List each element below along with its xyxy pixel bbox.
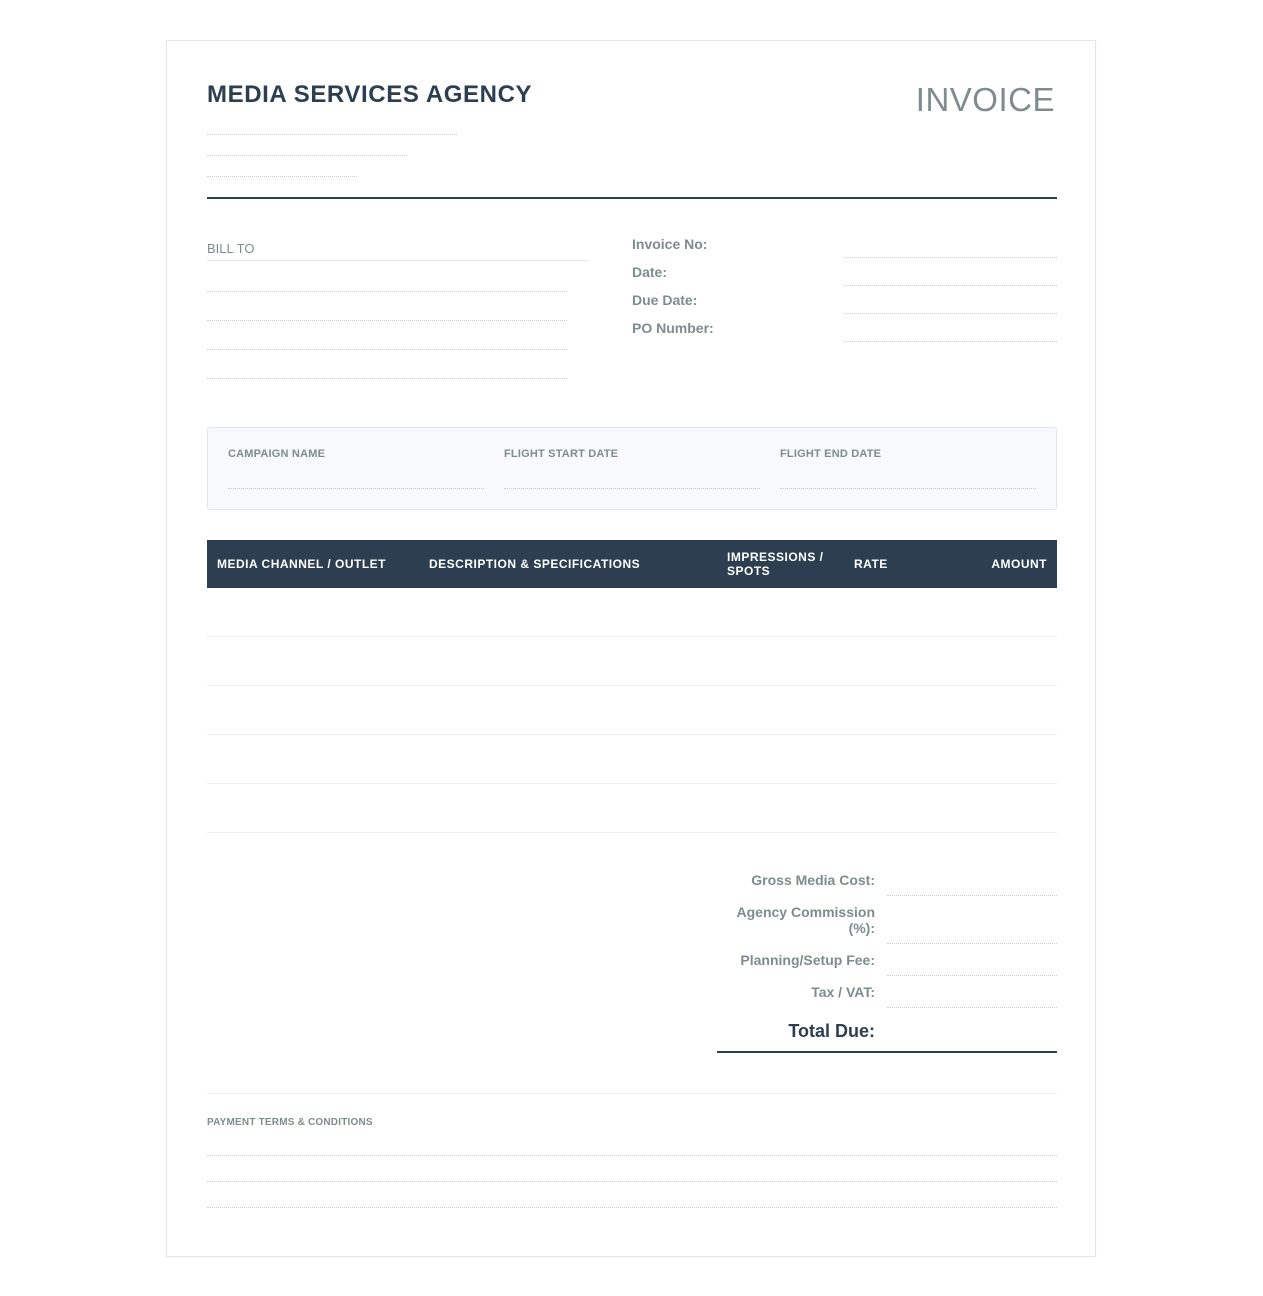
po-number-field[interactable] <box>844 341 1057 342</box>
flight-end-label: FLIGHT END DATE <box>780 448 882 460</box>
bill-to-line-3[interactable] <box>207 349 567 350</box>
invoice-no-field[interactable] <box>844 257 1057 258</box>
column-header-description: DESCRIPTION & SPECIFICATIONS <box>429 557 641 571</box>
table-row[interactable] <box>207 734 1057 735</box>
column-header-rate: RATE <box>854 557 888 571</box>
column-header-impressions: IMPRESSIONS / SPOTS <box>727 550 824 578</box>
agency-address-line-2[interactable] <box>207 155 407 156</box>
planning-fee-field[interactable] <box>887 975 1057 976</box>
bill-to-line-4[interactable] <box>207 378 567 379</box>
flight-end-field[interactable] <box>780 488 1036 489</box>
table-row[interactable] <box>207 783 1057 784</box>
document-title: INVOICE <box>915 81 1055 118</box>
date-field[interactable] <box>844 285 1057 286</box>
table-row[interactable] <box>207 636 1057 637</box>
flight-start-field[interactable] <box>504 488 760 489</box>
table-row[interactable] <box>207 685 1057 686</box>
terms-line-1[interactable] <box>207 1155 1057 1156</box>
line-items-header <box>207 540 1057 588</box>
campaign-panel <box>207 427 1057 510</box>
tax-label: Tax / VAT: <box>811 984 875 1000</box>
campaign-name-field[interactable] <box>228 488 484 489</box>
date-label: Date: <box>632 264 668 280</box>
due-date-field[interactable] <box>844 313 1057 314</box>
column-header-media-channel: MEDIA CHANNEL / OUTLET <box>217 557 386 571</box>
terms-line-3[interactable] <box>207 1207 1057 1208</box>
terms-line-2[interactable] <box>207 1181 1057 1182</box>
campaign-name-label: CAMPAIGN NAME <box>228 448 326 460</box>
agency-address-line-1[interactable] <box>207 134 457 135</box>
planning-fee-label: Planning/Setup Fee: <box>740 952 875 968</box>
bill-to-line-1[interactable] <box>207 291 567 292</box>
bill-to-line-2[interactable] <box>207 320 567 321</box>
gross-media-cost-label: Gross Media Cost: <box>751 872 875 888</box>
bill-to-label: BILL TO <box>207 241 255 256</box>
agency-name: MEDIA SERVICES AGENCY <box>207 81 533 108</box>
invoice-page <box>166 40 1096 1257</box>
total-due-label: Total Due: <box>788 1021 875 1041</box>
bill-to-divider <box>207 260 588 261</box>
gross-media-cost-field[interactable] <box>887 895 1057 896</box>
po-number-label: PO Number: <box>632 320 714 336</box>
total-due-divider <box>717 1051 1057 1053</box>
payment-terms-label: PAYMENT TERMS & CONDITIONS <box>207 1117 373 1128</box>
tax-field[interactable] <box>887 1007 1057 1008</box>
due-date-label: Due Date: <box>632 292 698 308</box>
flight-start-label: FLIGHT START DATE <box>504 448 619 460</box>
agency-address-line-3[interactable] <box>207 176 357 177</box>
header-divider <box>207 197 1057 199</box>
table-row[interactable] <box>207 832 1057 833</box>
agency-commission-field[interactable] <box>887 943 1057 944</box>
invoice-no-label: Invoice No: <box>632 236 708 252</box>
footer-divider <box>207 1093 1057 1094</box>
column-header-amount: AMOUNT <box>991 557 1047 571</box>
agency-commission-label: Agency Commission (%): <box>736 904 875 936</box>
